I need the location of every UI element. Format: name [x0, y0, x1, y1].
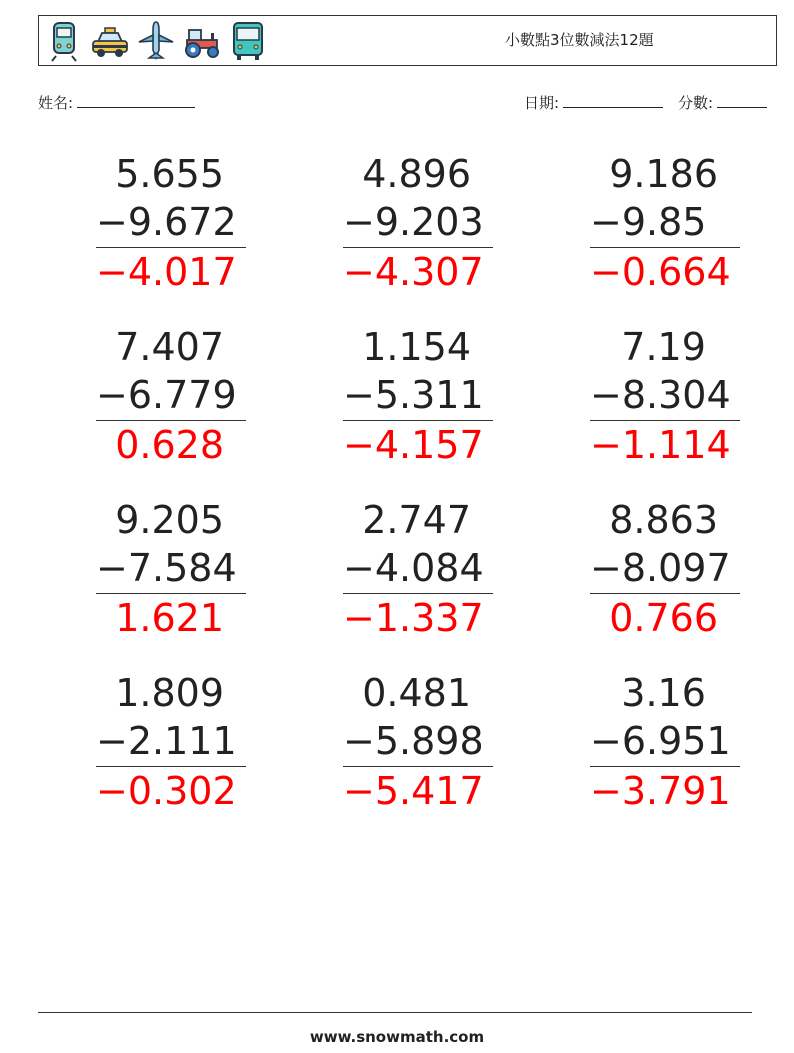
score-field[interactable] [678, 92, 767, 113]
answer: −4.307 [343, 250, 484, 294]
answer: −4.017 [96, 250, 237, 294]
problem-5 [343, 323, 493, 469]
subtrahend: −5.311 [343, 373, 484, 417]
score-label: 分數: [678, 94, 714, 112]
subtrahend: −8.304 [590, 373, 731, 417]
subtrahend: −9.672 [96, 200, 237, 244]
icon-strip [45, 20, 267, 62]
minuend: 2.747 [362, 498, 471, 542]
minuend: 1.154 [362, 325, 471, 369]
taxi-icon [89, 20, 131, 62]
date-label: 日期: [524, 94, 560, 112]
subtrahend: −5.898 [343, 719, 484, 763]
problem-3 [590, 150, 740, 296]
score-blank[interactable] [717, 93, 767, 108]
name-label: 姓名: [38, 94, 74, 112]
problem-8 [343, 496, 493, 642]
answer: −4.157 [343, 423, 484, 467]
problem-11 [343, 669, 493, 815]
minuend: 4.896 [362, 152, 471, 196]
answer: −0.664 [590, 250, 731, 294]
minuend: 7.19 [621, 325, 718, 369]
minuend: 0.481 [362, 671, 471, 715]
minuend: 5.655 [115, 152, 224, 196]
minuend: 8.863 [609, 498, 718, 542]
minuend: 7.407 [115, 325, 224, 369]
name-field[interactable] [38, 92, 195, 113]
bus-icon [229, 20, 267, 62]
problem-1 [96, 150, 246, 296]
tractor-icon [181, 20, 223, 62]
answer: 1.621 [103, 596, 224, 640]
footer-site: www.snowmath.com [309, 1028, 485, 1046]
subtrahend: −4.084 [343, 546, 484, 590]
airplane-icon [137, 20, 175, 62]
minuend: 9.186 [609, 152, 718, 196]
worksheet-title: 小數點3位數減法12題 [505, 31, 654, 49]
problem-6 [590, 323, 740, 469]
problem-10 [96, 669, 246, 815]
subtrahend: −6.951 [590, 719, 731, 763]
problem-12 [590, 669, 740, 815]
problem-2 [343, 150, 493, 296]
subtrahend: −7.584 [96, 546, 237, 590]
footer-divider [38, 1012, 752, 1013]
problem-9 [590, 496, 740, 642]
date-field[interactable] [524, 92, 663, 113]
train-icon [45, 20, 83, 62]
answer: −1.114 [590, 423, 731, 467]
subtrahend: −2.111 [96, 719, 237, 763]
answer: 0.766 [597, 596, 718, 640]
minuend: 1.809 [115, 671, 224, 715]
answer: 0.628 [103, 423, 224, 467]
answer: −3.791 [590, 769, 731, 813]
minuend: 9.205 [115, 498, 224, 542]
answer: −5.417 [343, 769, 484, 813]
date-blank[interactable] [563, 93, 663, 108]
problem-7 [96, 496, 246, 642]
problem-4 [96, 323, 246, 469]
minuend: 3.16 [621, 671, 718, 715]
answer: −1.337 [343, 596, 484, 640]
subtrahend: −6.779 [96, 373, 237, 417]
name-blank[interactable] [77, 93, 195, 108]
answer: −0.302 [96, 769, 237, 813]
subtrahend: −9.203 [343, 200, 484, 244]
subtrahend: −9.85 [590, 200, 719, 244]
subtrahend: −8.097 [590, 546, 731, 590]
header-box [38, 15, 777, 66]
